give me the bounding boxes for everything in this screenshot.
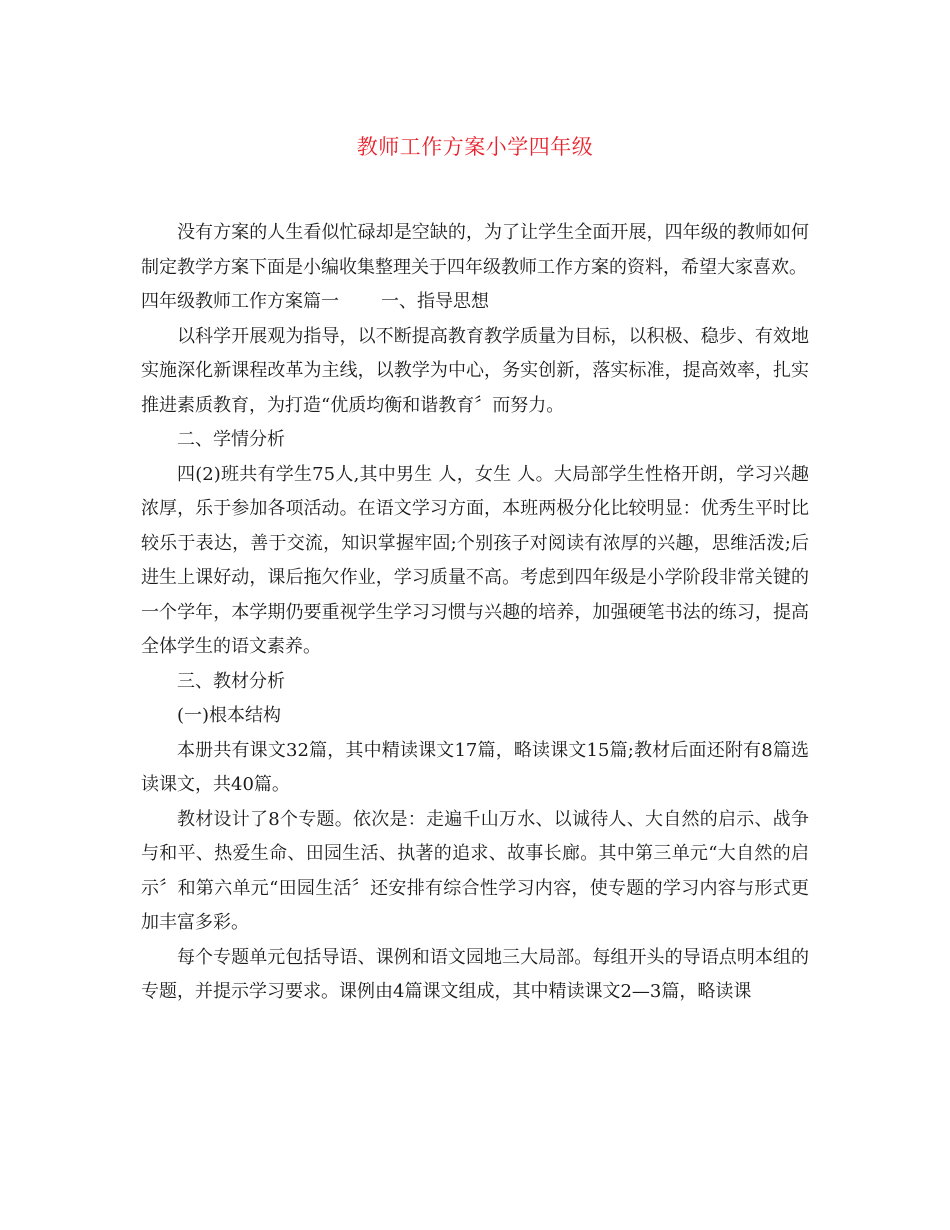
section-title: 四年级教师工作方案篇一 xyxy=(141,291,339,312)
section-heading-row xyxy=(141,285,809,320)
units-paragraph: 每个专题单元包括导语、课例和语文园地三大局部。每组开头的导语点明本组的专题，并提示学习要求。课例由4篇课文组成，其中精读课文2—3篇，略读课 xyxy=(141,946,809,1002)
students-paragraph: 四(2)班共有学生75人,其中男生 人，女生 人。大局部学生性格开朗，学习兴趣浓厚，乐于参加各项活动。在语文学习方面，本班两极分化比较明显：优秀生平时比较乐于表达，善于交流，知识掌握牢固;个别孩子对阅读有浓厚的兴趣，思维活泼;后进生上课好动，课后拖欠作业，学习质量不高。考虑到四年级是小学阶段非常关键的一个学年，本学期仍要重视学生学习习惯与兴趣的培养，加强硬笔书法的练习，提高全体学生的语文素养。 xyxy=(141,463,809,657)
intro-paragraph: 没有方案的人生看似忙碌却是空缺的，为了让学生全面开展，四年级的教师如何制定教学方案下面是小编收集整理关于四年级教师工作方案的资料，希望大家喜欢。 xyxy=(141,222,809,278)
guiding-paragraph: 以科学开展观为指导，以不断提高教育教学质量为目标，以积极、稳步、有效地实施深化新课程改革为主线，以教学为中心，务实创新，落实标准，提高效率，扎实推进素质教育，为打造“优质均衡和谐教育〞而努力。 xyxy=(141,325,809,416)
document-title: 教师工作方案小学四年级 xyxy=(356,135,594,159)
structure-paragraph: 本册共有课文32篇，其中精读课文17篇，略读课文15篇;教材后面还附有8篇选读课文，共40篇。 xyxy=(141,739,809,795)
structure-subheading: (一)根本结构 xyxy=(177,705,282,726)
students-heading: 二、学情分析 xyxy=(177,429,285,450)
topics-paragraph: 教材设计了8个专题。依次是：走遍千山万水、以诚待人、大自然的启示、战争与和平、热爱生命、田园生活、执著的追求、故事长廊。其中第三单元“大自然的启示〞和第六单元“田园生活〞还安排有综合性学习内容，使专题的学习内容与形式更加丰富多彩。 xyxy=(141,808,809,933)
guiding-heading: 一、指导思想 xyxy=(381,291,489,312)
document-body xyxy=(141,216,809,1010)
materials-heading: 三、教材分析 xyxy=(177,670,285,692)
